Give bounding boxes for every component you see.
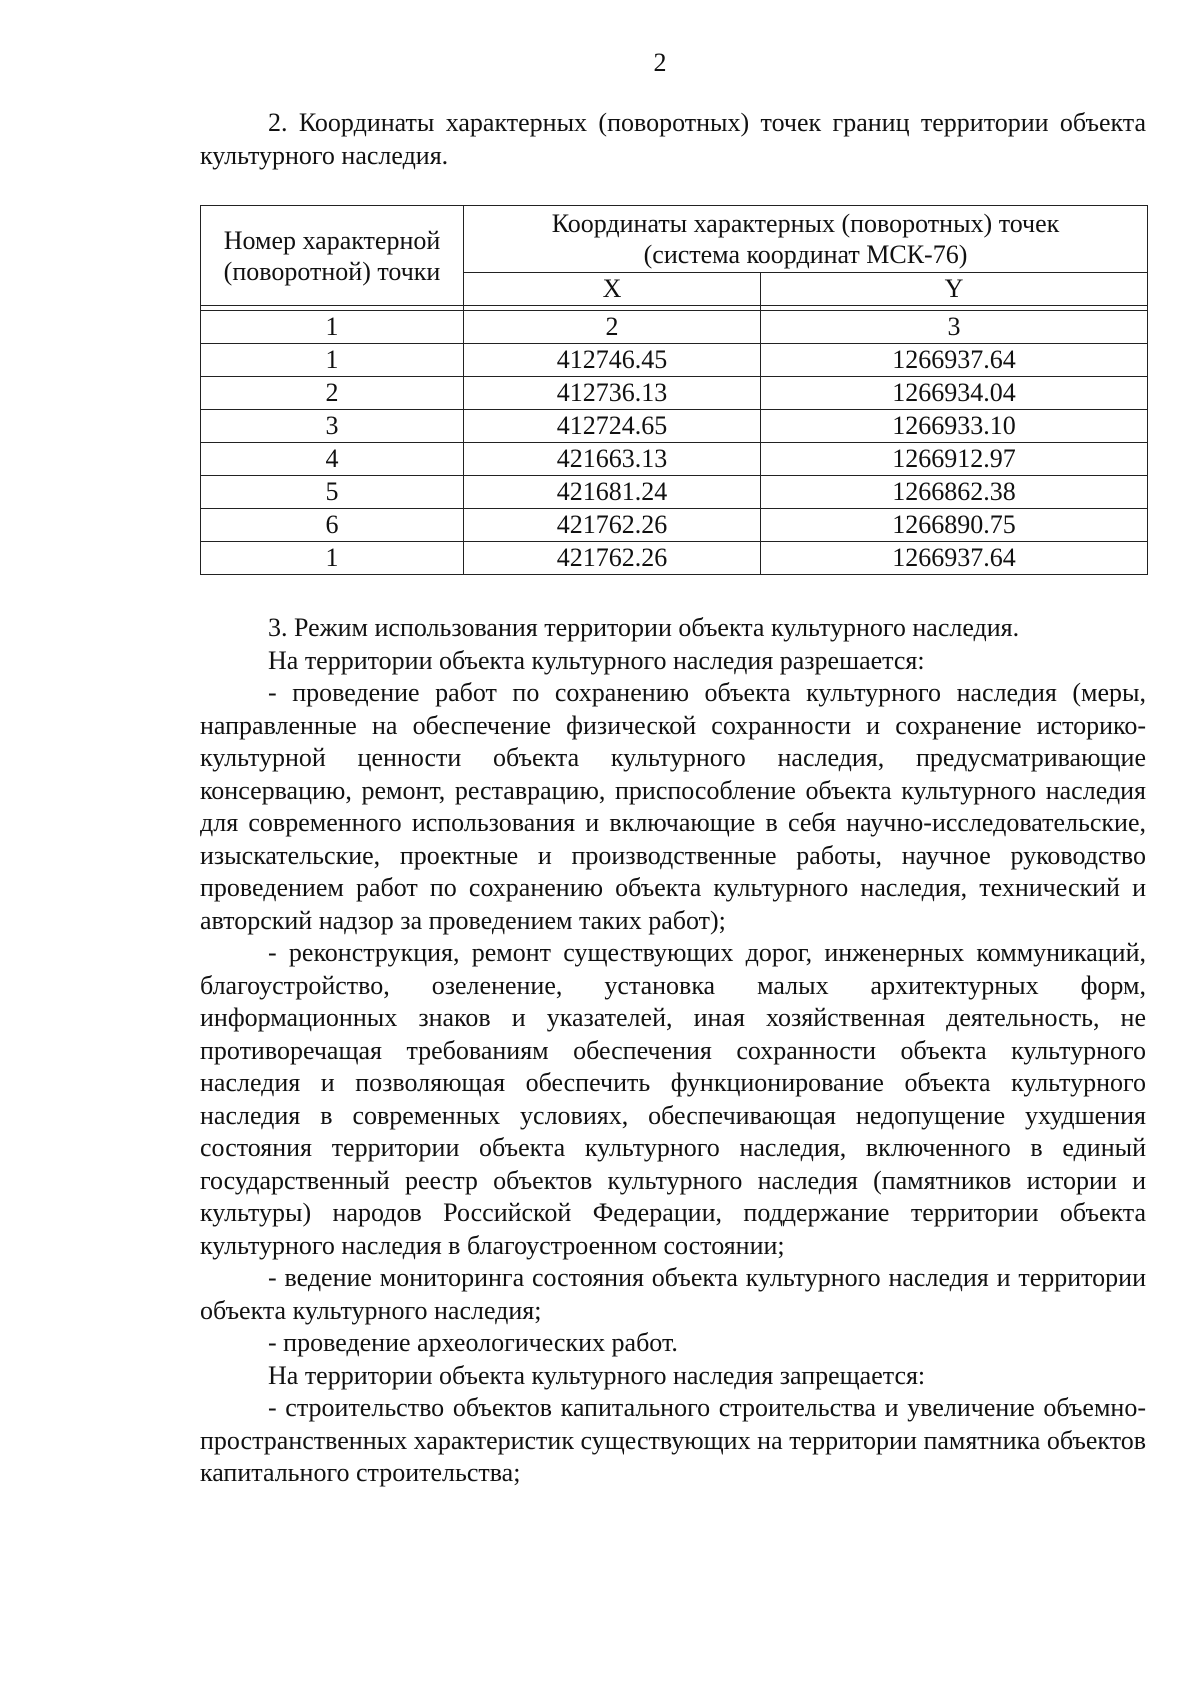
section-2-heading bbox=[200, 107, 1146, 172]
coordinates-table bbox=[200, 205, 1148, 575]
col-coordinates-header bbox=[464, 206, 1148, 273]
col-x-header: X bbox=[464, 273, 761, 306]
col-y-header: Y bbox=[761, 273, 1148, 306]
section-3-heading: 3. Режим использования территории объекта культурного наследия. bbox=[268, 613, 1020, 642]
y-value: 1266912.97 bbox=[761, 443, 1148, 476]
point-number: 1 bbox=[201, 344, 464, 377]
y-value: 1266933.10 bbox=[761, 410, 1148, 443]
point-number: 2 bbox=[201, 377, 464, 410]
numbering-cell: 1 bbox=[201, 311, 464, 344]
coords-header-line1: Координаты характерных (поворотных) точек bbox=[551, 209, 1060, 238]
y-value: 1266890.75 bbox=[761, 509, 1148, 542]
allowed-item: - реконструкция, ремонт существующих дорог, инженерных коммуникаций, благоустройство, озеленение, установка малых архитектурных форм, информационных знаков и указателей, иная хозяйственная деятельность, не противоречащая требованиям обеспечения сохранности объекта культурного наследия и позволяющая обеспечить функционирование объекта культурного наследия в современных условиях, обеспечивающая недопущение ухудшения состояния территории объекта культурного наследия, включенного в единый государственный реестр объектов культурного наследия (памятников истории и культуры) народов Российской Федерации, поддержание территории объекта культурного наследия в благоустроенном состоянии; bbox=[200, 938, 1146, 1260]
y-value: 1266862.38 bbox=[761, 476, 1148, 509]
allowed-intro: На территории объекта культурного наследия разрешается: bbox=[268, 645, 925, 675]
table-row bbox=[201, 542, 1148, 575]
col-point-number-header: Номер характерной (поворотной) точки bbox=[201, 206, 464, 306]
numbering-row bbox=[201, 311, 1148, 344]
x-value: 412736.13 bbox=[464, 377, 761, 410]
point-number: 4 bbox=[201, 443, 464, 476]
y-value: 1266937.64 bbox=[761, 344, 1148, 377]
x-value: 412724.65 bbox=[464, 410, 761, 443]
table-row bbox=[201, 476, 1148, 509]
page-number: 2 bbox=[653, 48, 667, 77]
table-row bbox=[201, 410, 1148, 443]
point-number: 3 bbox=[201, 410, 464, 443]
table-row bbox=[201, 344, 1148, 377]
y-value: 1266937.64 bbox=[761, 542, 1148, 575]
table-row bbox=[201, 377, 1148, 410]
x-value: 421663.13 bbox=[464, 443, 761, 476]
table-row bbox=[201, 443, 1148, 476]
allowed-item: - проведение работ по сохранению объекта культурного наследия (меры, направленные на обеспечение физической сохранности и сохранение историко-культурной ценности объекта культурного наследия, предусматривающие консервацию, ремонт, реставрацию, приспособление объекта культурного наследия для современного использования и включающие в себя научно-исследовательские, изыскательские, проектные и производственные работы, научное руководство проведением работ по сохранению объекта культурного наследия, технический и авторский надзор за проведением таких работ); bbox=[200, 678, 1146, 935]
point-number: 6 bbox=[201, 509, 464, 542]
x-value: 421681.24 bbox=[464, 476, 761, 509]
numbering-cell: 3 bbox=[761, 311, 1148, 344]
allowed-item: - проведение археологических работ. bbox=[268, 1328, 678, 1357]
numbering-cell: 2 bbox=[464, 311, 761, 344]
forbidden-intro: На территории объекта культурного наследия запрещается: bbox=[268, 1360, 926, 1390]
point-number: 1 bbox=[201, 542, 464, 575]
coords-header-line2: (система координат МСК-76) bbox=[643, 240, 968, 269]
allowed-item: - ведение мониторинга состояния объекта культурного наследия и территории объекта культурного наследия; bbox=[200, 1263, 1146, 1325]
x-value: 412746.45 bbox=[464, 344, 761, 377]
x-value: 421762.26 bbox=[464, 542, 761, 575]
table-row bbox=[201, 509, 1148, 542]
x-value: 421762.26 bbox=[464, 509, 761, 542]
forbidden-item: - строительство объектов капитального строительства и увеличение объемно-пространственных характеристик существующих на территории памятника объектов капитального строительства; bbox=[200, 1393, 1146, 1487]
section-2-text: 2. Координаты характерных (поворотных) точек границ территории объекта культурного наследия. bbox=[200, 108, 1146, 170]
point-number: 5 bbox=[201, 476, 464, 509]
y-value: 1266934.04 bbox=[761, 377, 1148, 410]
section-3 bbox=[200, 612, 1146, 1490]
